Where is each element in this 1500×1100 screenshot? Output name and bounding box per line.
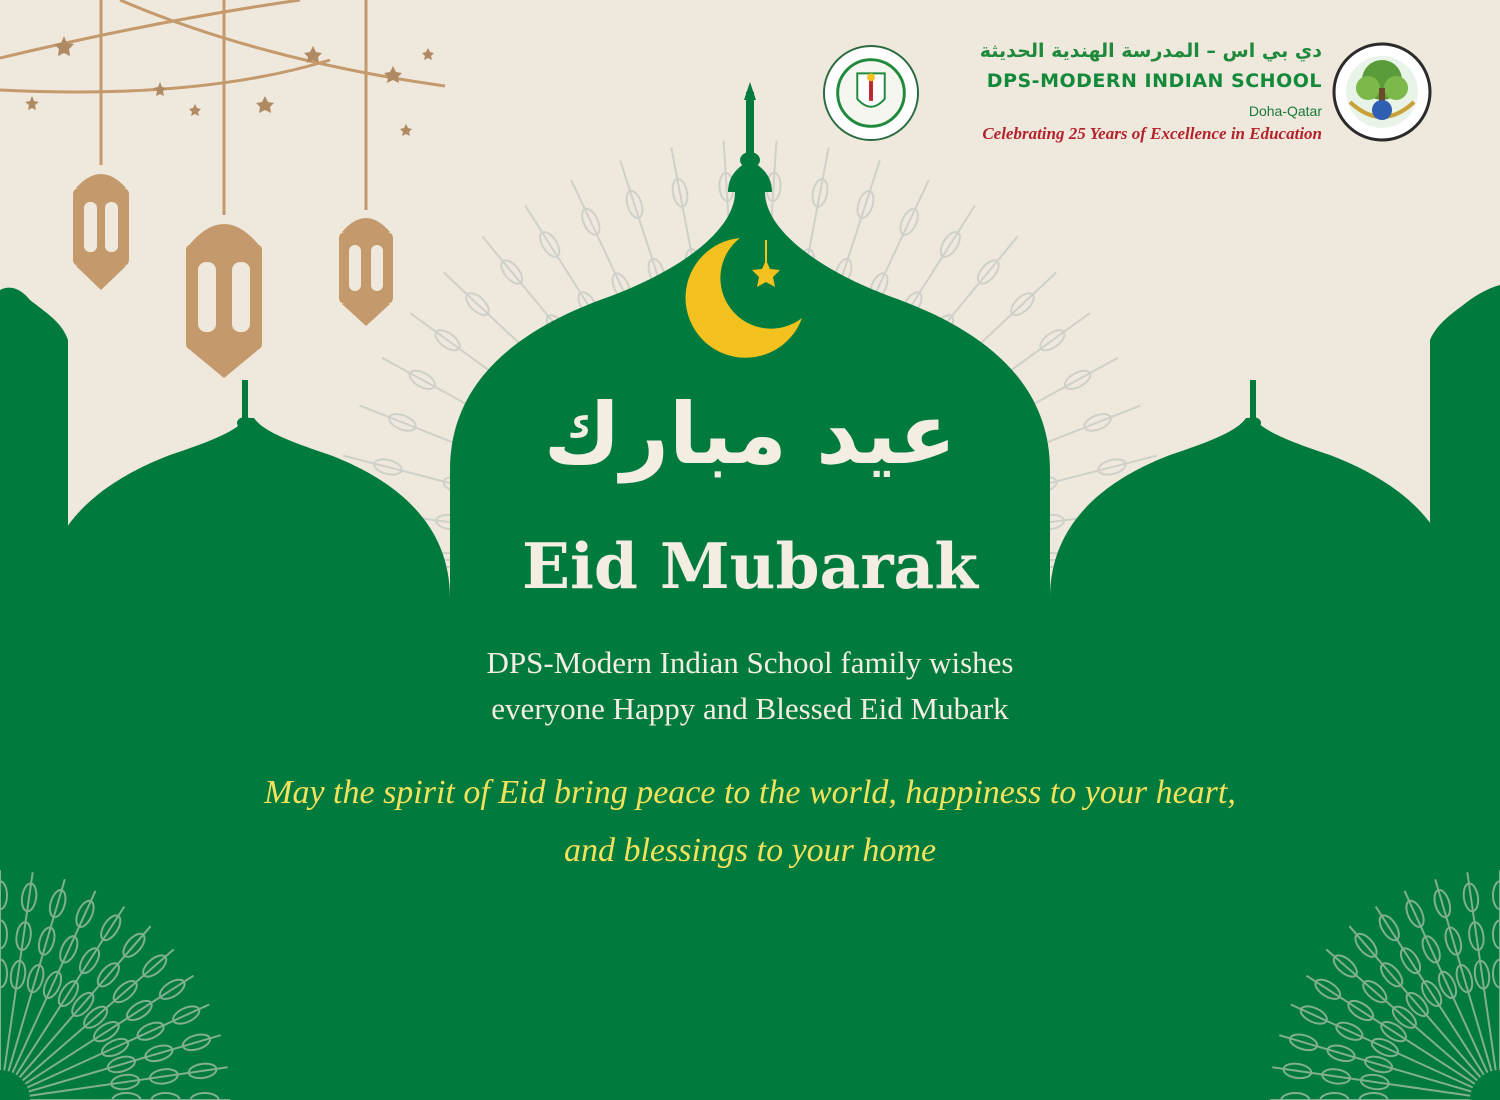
school-name-arabic: دي بي اس – المدرسة الهندية الحديثة <box>979 40 1322 62</box>
school-seal-logo <box>822 44 920 142</box>
blessing-line: and blessings to your home <box>563 832 937 869</box>
greeting-message <box>300 640 1200 732</box>
school-name: DPS-MODERN INDIAN SCHOOL <box>986 70 1322 92</box>
page-title: Eid Mubarak <box>521 529 978 603</box>
school-city: Doha-Qatar <box>1248 103 1322 119</box>
blessing-message <box>100 764 1400 880</box>
anniversary-badge-logo <box>1332 40 1432 148</box>
school-logo-block <box>822 40 1442 155</box>
blessing-line: May the spirit of Eid bring peace to the world, happiness to your heart, <box>264 774 1236 811</box>
greeting-message-line: everyone Happy and Blessed Eid Mubark <box>491 691 1009 726</box>
school-tagline: Celebrating 25 Years of Excellence in Education <box>982 124 1322 143</box>
greeting-message-line: DPS-Modern Indian School family wishes <box>486 645 1014 680</box>
arabic-calligraphy-title: عيد مبارك <box>543 385 957 483</box>
